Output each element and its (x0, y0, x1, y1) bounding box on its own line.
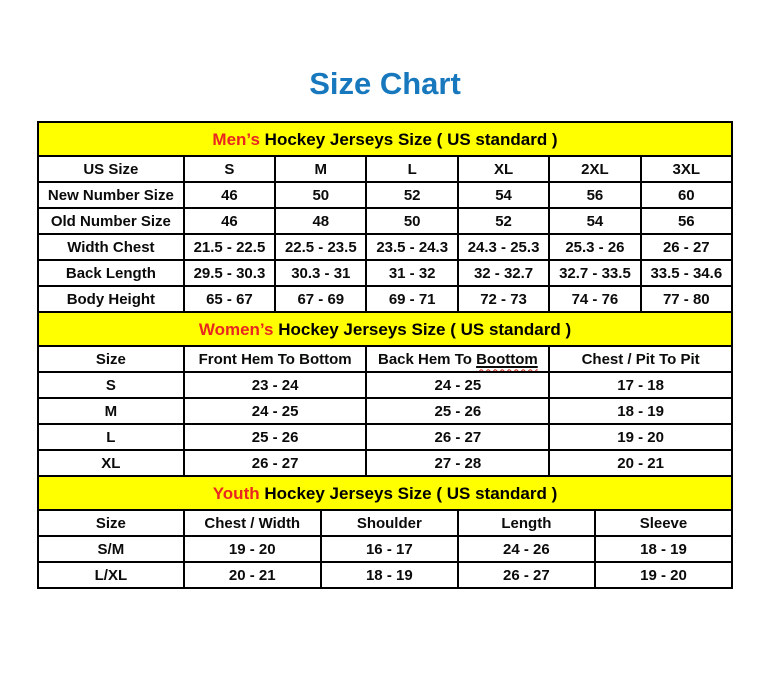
womens-value-cell: 24 - 25 (366, 372, 549, 398)
mens-value-cell: 50 (366, 208, 457, 234)
womens-value-cell: 26 - 27 (184, 450, 367, 476)
youth-value-cell: 18 - 19 (595, 536, 732, 562)
womens-column-header-0: Size (38, 346, 184, 372)
mens-value-cell: 65 - 67 (184, 286, 275, 312)
mens-value-cell: 52 (458, 208, 549, 234)
mens-value-cell: 23.5 - 24.3 (366, 234, 457, 260)
youth-column-header-3: Length (458, 510, 595, 536)
youth-column-header-0: Size (38, 510, 184, 536)
womens-row-label: M (38, 398, 184, 424)
mens-size-table-section (37, 121, 733, 313)
youth-section-title-rest: Hockey Jerseys Size ( US standard ) (259, 484, 558, 503)
mens-size-table (37, 155, 733, 313)
youth-row-label: S/M (38, 536, 184, 562)
mens-column-header-0: US Size (38, 156, 184, 182)
mens-value-cell: 72 - 73 (458, 286, 549, 312)
womens-column-header-3: Chest / Pit To Pit (549, 346, 732, 372)
mens-value-cell: 48 (275, 208, 366, 234)
mens-value-cell: 22.5 - 23.5 (275, 234, 366, 260)
womens-value-cell: 23 - 24 (184, 372, 367, 398)
youth-row-1 (38, 562, 732, 588)
womens-value-cell: 20 - 21 (549, 450, 732, 476)
mens-row-label: Back Length (38, 260, 184, 286)
mens-value-cell: 77 - 80 (641, 286, 732, 312)
womens-value-cell: 18 - 19 (549, 398, 732, 424)
mens-value-cell: 31 - 32 (366, 260, 457, 286)
womens-column-header-row (38, 346, 732, 372)
mens-column-header-3: L (366, 156, 457, 182)
mens-row-0 (38, 182, 732, 208)
mens-row-4 (38, 286, 732, 312)
womens-row-2 (38, 424, 732, 450)
mens-section-header (37, 121, 733, 155)
youth-value-cell: 18 - 19 (321, 562, 458, 588)
mens-section-title-rest: Hockey Jerseys Size ( US standard ) (259, 130, 558, 149)
youth-value-cell: 26 - 27 (458, 562, 595, 588)
mens-value-cell: 32.7 - 33.5 (549, 260, 640, 286)
youth-section-header (37, 475, 733, 509)
mens-value-cell: 52 (366, 182, 457, 208)
mens-row-label: New Number Size (38, 182, 184, 208)
youth-column-header-2: Shoulder (321, 510, 458, 536)
youth-size-table-section (37, 475, 733, 589)
mens-value-cell: 24.3 - 25.3 (458, 234, 549, 260)
womens-value-cell: 26 - 27 (366, 424, 549, 450)
mens-column-header-2: M (275, 156, 366, 182)
womens-section-highlight: Women’s (198, 320, 274, 339)
youth-column-header-4: Sleeve (595, 510, 732, 536)
mens-value-cell: 29.5 - 30.3 (184, 260, 275, 286)
womens-row-3 (38, 450, 732, 476)
mens-row-1 (38, 208, 732, 234)
mens-value-cell: 32 - 32.7 (458, 260, 549, 286)
mens-value-cell: 56 (549, 182, 640, 208)
mens-value-cell: 25.3 - 26 (549, 234, 640, 260)
womens-row-1 (38, 398, 732, 424)
mens-value-cell: 67 - 69 (275, 286, 366, 312)
mens-column-header-6: 3XL (641, 156, 732, 182)
mens-value-cell: 46 (184, 208, 275, 234)
spellcheck-squiggle-text: Boottom (476, 350, 538, 368)
womens-row-label: L (38, 424, 184, 450)
womens-size-table (37, 345, 733, 477)
size-chart (37, 121, 733, 589)
womens-column-header-2 (366, 346, 549, 372)
mens-value-cell: 26 - 27 (641, 234, 732, 260)
mens-column-header-4: XL (458, 156, 549, 182)
mens-value-cell: 60 (641, 182, 732, 208)
womens-column-header-1: Front Hem To Bottom (184, 346, 367, 372)
womens-row-label: S (38, 372, 184, 398)
womens-value-cell: 25 - 26 (184, 424, 367, 450)
mens-value-cell: 46 (184, 182, 275, 208)
womens-size-table-section (37, 311, 733, 477)
womens-value-cell: 19 - 20 (549, 424, 732, 450)
mens-section-highlight: Men’s (212, 130, 260, 149)
youth-column-header-row (38, 510, 732, 536)
mens-row-2 (38, 234, 732, 260)
youth-row-label: L/XL (38, 562, 184, 588)
youth-size-table (37, 509, 733, 589)
mens-value-cell: 33.5 - 34.6 (641, 260, 732, 286)
womens-value-cell: 27 - 28 (366, 450, 549, 476)
womens-section-header (37, 311, 733, 345)
youth-section-highlight: Youth (212, 484, 260, 503)
misspelled-word (476, 351, 538, 368)
mens-row-label: Body Height (38, 286, 184, 312)
column-header-prefix-text: Back Hem To (377, 350, 477, 368)
womens-value-cell: 24 - 25 (184, 398, 367, 424)
mens-value-cell: 21.5 - 22.5 (184, 234, 275, 260)
mens-value-cell: 74 - 76 (549, 286, 640, 312)
womens-section-title-rest: Hockey Jerseys Size ( US standard ) (273, 320, 572, 339)
womens-row-label: XL (38, 450, 184, 476)
womens-row-0 (38, 372, 732, 398)
womens-value-cell: 25 - 26 (366, 398, 549, 424)
mens-value-cell: 50 (275, 182, 366, 208)
mens-value-cell: 54 (458, 182, 549, 208)
mens-column-header-5: 2XL (549, 156, 640, 182)
mens-value-cell: 56 (641, 208, 732, 234)
mens-row-label: Width Chest (38, 234, 184, 260)
youth-value-cell: 16 - 17 (321, 536, 458, 562)
mens-column-header-1: S (184, 156, 275, 182)
youth-value-cell: 20 - 21 (184, 562, 321, 588)
page-title: Size Chart (309, 66, 461, 101)
mens-value-cell: 69 - 71 (366, 286, 457, 312)
womens-value-cell: 17 - 18 (549, 372, 732, 398)
mens-row-label: Old Number Size (38, 208, 184, 234)
youth-value-cell: 24 - 26 (458, 536, 595, 562)
youth-value-cell: 19 - 20 (595, 562, 732, 588)
mens-column-header-row (38, 156, 732, 182)
youth-value-cell: 19 - 20 (184, 536, 321, 562)
mens-value-cell: 30.3 - 31 (275, 260, 366, 286)
mens-row-3 (38, 260, 732, 286)
youth-row-0 (38, 536, 732, 562)
mens-value-cell: 54 (549, 208, 640, 234)
youth-column-header-1: Chest / Width (184, 510, 321, 536)
